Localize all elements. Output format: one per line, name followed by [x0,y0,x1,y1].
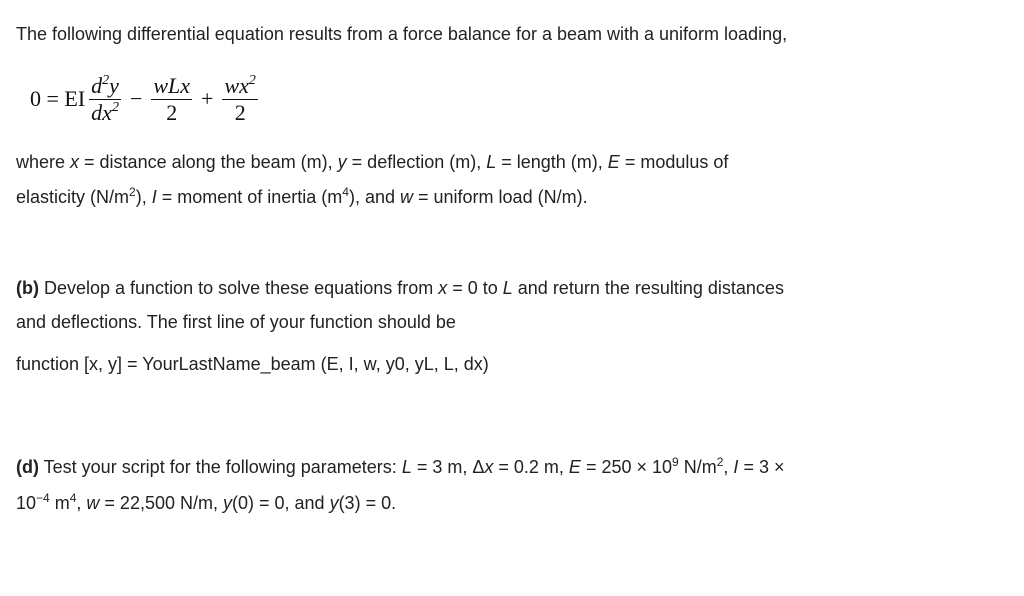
intro-text: The following differential equation results from a force balance for a beam with a uniform loading, [16,24,788,44]
part-b-label: (b) [16,278,39,298]
part-d-line-1: (d) Test your script for the following parameters: L = 3 m, Δx = 0.2 m, $E = 250 \times 10^9$ $N/m^2$, I = 3 × [16,455,785,477]
part-d-label: (d) [16,457,39,477]
eq-lhs: 0 = EI [30,86,86,111]
function-signature: function [x, y] = YourLastName_beam (E, I, w, y0, yL, L, dx) [16,354,489,374]
eq-term-wx2: $\frac{wx^2}{2}$ [224,72,256,125]
part-d-line-2: $10^{-4}$ $m^4$, w = 22,500 N/m, y(0) = 0, and y(3) = 0. [16,491,397,513]
eq-term-wlx: $\frac{\text{wLx}}{2}$ [153,72,191,125]
part-b-line-1: (b) Develop a function to solve these equations from x = 0 to L and return the resulting distances [16,278,784,298]
where-line-1: where x = distance along the beam (m), y = deflection (m), L = length (m), E = modulus of [16,152,729,172]
where-line-2: elasticity $(N/m^2)$, I = moment of inertia $(m^4)$, and w = uniform load (N/m). [16,185,588,207]
differential-equation [30,64,262,134]
part-b-line-2: and deflections. The first line of your function should be [16,312,456,332]
eq-minus: − [129,86,143,111]
eq-term-second-derivative: $\frac{d^2y}{dx^2}$ [91,72,119,125]
eq-plus: + [201,86,214,111]
